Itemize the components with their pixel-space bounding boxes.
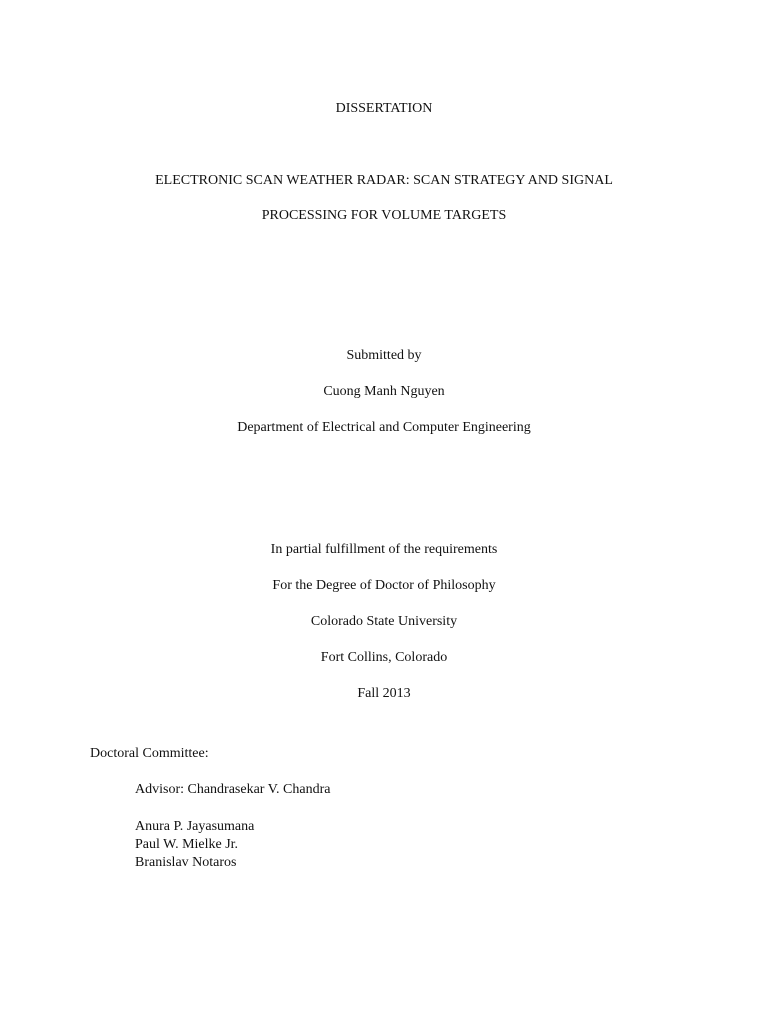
degree-line: For the Degree of Doctor of Philosophy xyxy=(272,578,496,593)
submission-term: Fall 2013 xyxy=(357,686,411,701)
committee-member: Branislav Notaros xyxy=(135,855,237,870)
committee-member: Paul W. Mielke Jr. xyxy=(135,837,239,852)
title-line-2: PROCESSING FOR VOLUME TARGETS xyxy=(261,208,507,223)
author-name: Cuong Manh Nguyen xyxy=(323,384,445,399)
department-name: Department of Electrical and Computer Engineering xyxy=(237,420,531,435)
fulfillment-statement: In partial fulfillment of the requirements xyxy=(270,542,498,557)
university-location: Fort Collins, Colorado xyxy=(320,650,448,665)
dissertation-heading: DISSERTATION xyxy=(335,101,433,116)
committee-heading: Doctoral Committee: xyxy=(90,746,209,761)
submitted-by-label: Submitted by xyxy=(346,348,422,363)
university-name: Colorado State University xyxy=(310,614,458,629)
committee-advisor: Advisor: Chandrasekar V. Chandra xyxy=(135,782,331,797)
title-line-1: ELECTRONIC SCAN WEATHER RADAR: SCAN STRATEGY AND SIGNAL xyxy=(155,173,613,188)
committee-member: Anura P. Jayasumana xyxy=(135,819,255,834)
